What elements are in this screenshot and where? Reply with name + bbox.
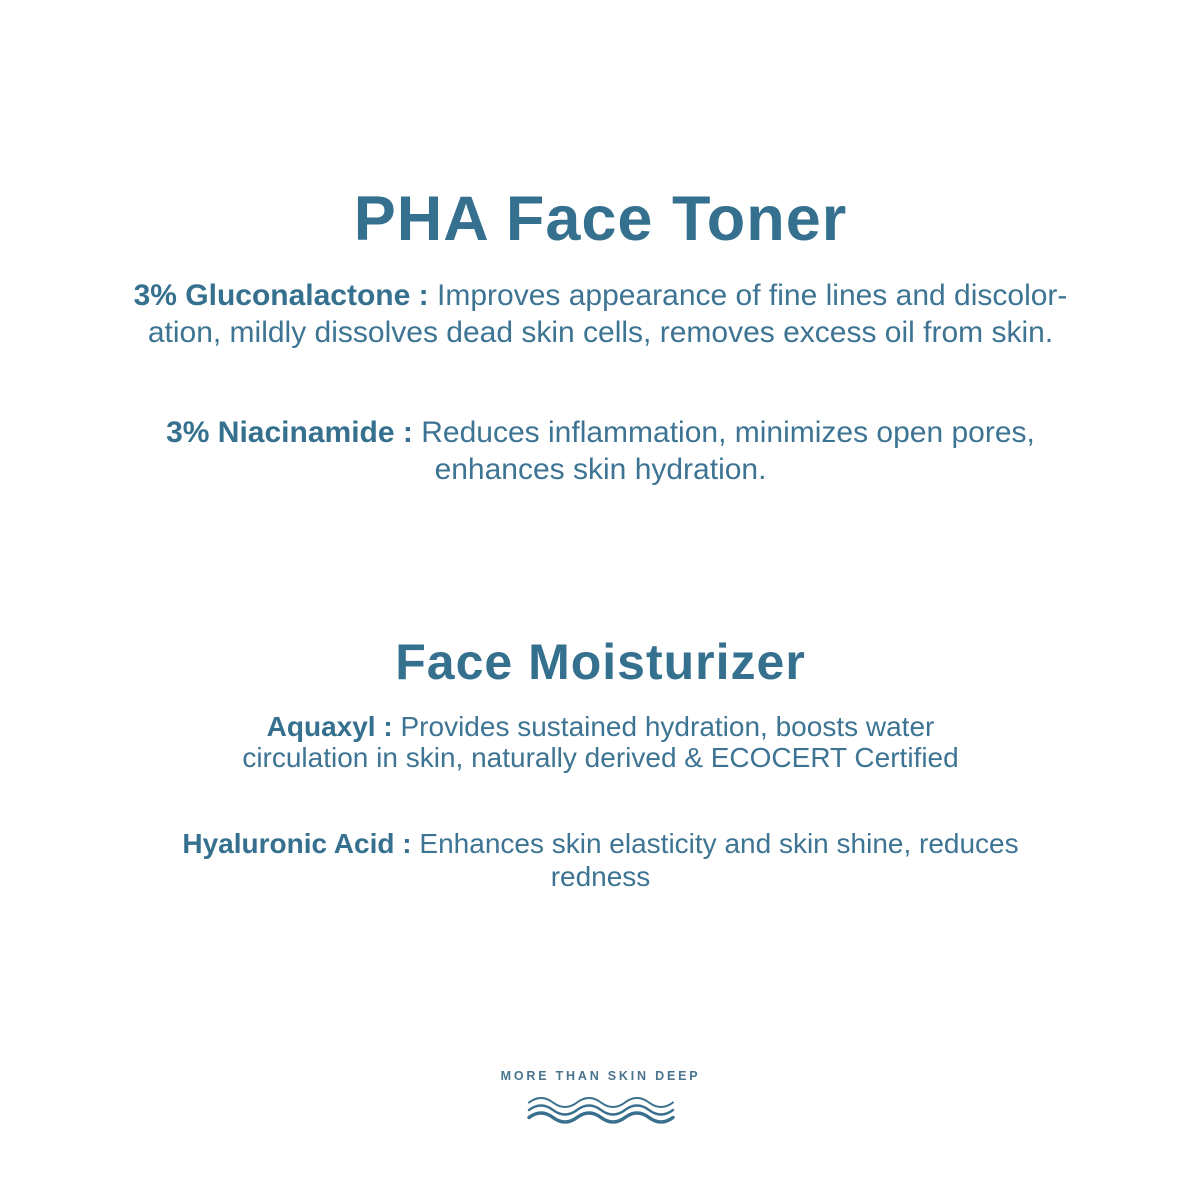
ingredient-aquaxyl [0,711,1201,773]
ingredient-label-gluconalactone: 3% Gluconalactone : [133,279,429,312]
brand-logo [0,1096,1201,1124]
ingredient-line [0,277,1201,314]
ingredient-description: enhances skin hydration. [434,453,767,486]
ingredient-description: redness [550,861,651,892]
section-title-pha-face-toner: PHA Face Toner [353,184,848,254]
ingredient-label-niacinamide: 3% Niacinamide : [166,416,413,449]
ingredient-description: ation, mildly dissolves dead skin cells, removes excess oil from skin. [147,316,1054,349]
brand-tagline: MORE THAN SKIN DEEP [500,1069,701,1083]
ingredient-hyaluronic-acid [0,827,1201,893]
ingredient-line [0,711,1201,742]
ingredient-niacinamide [0,414,1201,488]
ingredient-description: Provides sustained hydration, boosts water [400,711,935,742]
ingredient-description: Reduces inflammation, minimizes open pores, [421,416,1035,449]
ingredient-gluconalactone [0,277,1201,351]
ingredient-label-aquaxyl: Aquaxyl : [266,711,393,742]
ingredient-description: Improves appearance of fine lines and discolor- [437,279,1068,312]
ingredient-label-hyaluronic-acid: Hyaluronic Acid : [182,828,412,859]
ingredient-line [0,414,1201,451]
waves-icon [527,1096,675,1124]
ingredient-line [0,827,1201,860]
ingredient-description: Enhances skin elasticity and skin shine, reduces [419,828,1019,859]
section-title-face-moisturizer: Face Moisturizer [395,634,806,690]
ingredient-description: circulation in skin, naturally derived & ECOCERT Certified [242,742,959,773]
